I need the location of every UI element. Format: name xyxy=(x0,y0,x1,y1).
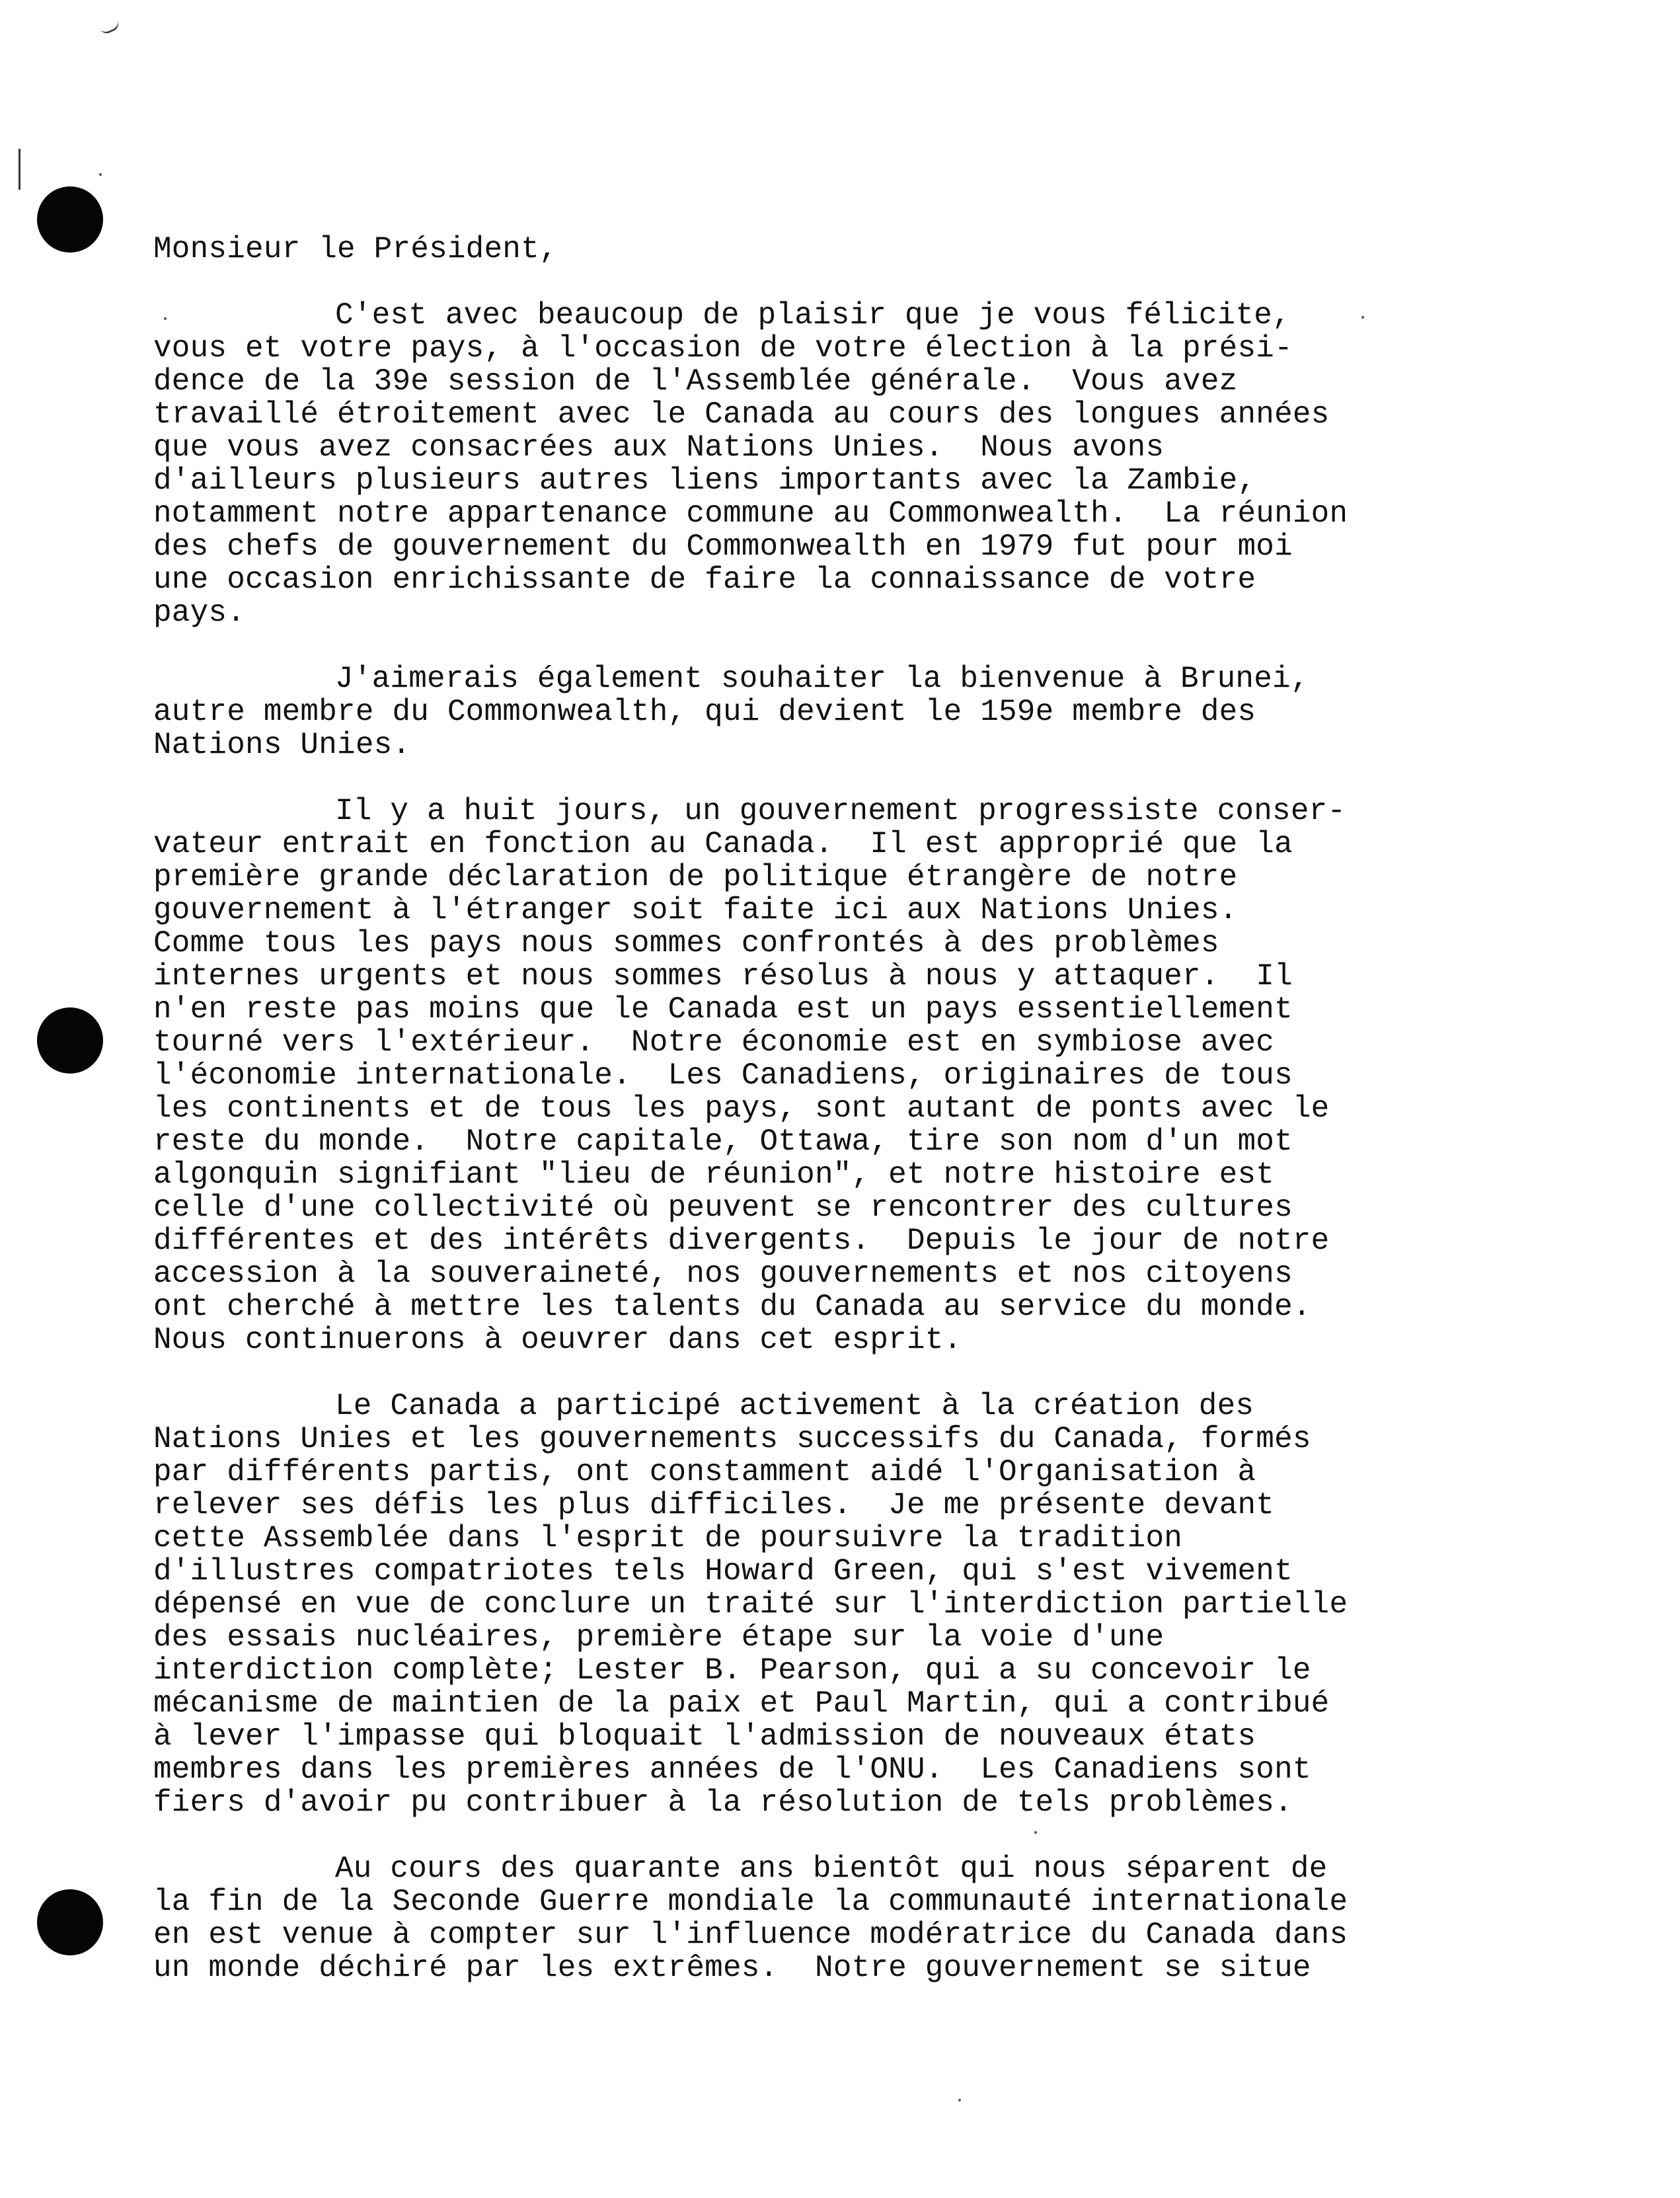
text-line: algonquin signifiant "lieu de réunion", et notre histoire est xyxy=(153,1158,1275,1192)
text-line: Nous continuerons à oeuvrer dans cet esprit. xyxy=(153,1323,962,1357)
punch-hole-top xyxy=(37,186,103,253)
paragraph-5 xyxy=(153,1852,1482,1984)
text-line: Comme tous les pays nous sommes confrontés à des problèmes xyxy=(153,926,1219,961)
text-line: Le Canada a participé activement à la création des xyxy=(335,1389,1254,1423)
text-line: dence de la 39e session de l'Assemblée générale. Vous avez xyxy=(153,364,1238,399)
text-line: fiers d'avoir pu contribuer à la résolution de tels problèmes. xyxy=(153,1786,1293,1820)
text-line: tourné vers l'extérieur. Notre économie est en symbiose avec xyxy=(153,1025,1275,1060)
text-line: gouvernement à l'étranger soit faite ici aux Nations Unies. xyxy=(153,893,1238,927)
text-line: dépensé en vue de conclure un traité sur l'interdiction partielle xyxy=(153,1587,1348,1622)
text-line: autre membre du Commonwealth, qui devient le 159e membre des xyxy=(153,695,1256,729)
text-line: l'économie internationale. Les Canadiens, originaires de tous xyxy=(153,1058,1293,1093)
scan-speck xyxy=(958,2099,961,2101)
text-line: un monde déchiré par les extrêmes. Notre gouvernement se situe xyxy=(153,1951,1311,1985)
text-line: Nations Unies. xyxy=(153,728,411,762)
text-line: d'illustres compatriotes tels Howard Green, qui s'est vivement xyxy=(153,1554,1293,1589)
text-line: Au cours des quarante ans bientôt qui nous séparent de xyxy=(335,1852,1328,1886)
pen-mark xyxy=(97,15,121,36)
text-line: cette Assemblée dans l'esprit de poursuivre la tradition xyxy=(153,1521,1183,1555)
text-line: une occasion enrichissante de faire la connaissance de votre xyxy=(153,563,1256,597)
text-line: différentes et des intérêts divergents. Depuis le jour de notre xyxy=(153,1224,1330,1258)
paragraph-2 xyxy=(153,662,1482,762)
text-line: reste du monde. Notre capitale, Ottawa, tire son nom d'un mot xyxy=(153,1124,1293,1159)
text-line: des chefs de gouvernement du Commonwealth en 1979 fut pour moi xyxy=(153,530,1293,564)
text-line: Il y a huit jours, un gouvernement progressiste conser- xyxy=(335,794,1346,828)
text-line: vous et votre pays, à l'occasion de votre élection à la prési- xyxy=(153,331,1293,366)
text-line: en est venue à compter sur l'influence modératrice du Canada dans xyxy=(153,1918,1348,1952)
text-line: pays. xyxy=(153,596,246,630)
text-line: J'aimerais également souhaiter la bienvenue à Brunei, xyxy=(335,662,1309,696)
text-line: les continents et de tous les pays, sont autant de ponts avec le xyxy=(153,1091,1330,1126)
text-line: à lever l'impasse qui bloquait l'admission de nouveaux états xyxy=(153,1719,1256,1754)
salutation: Monsieur le Président, xyxy=(153,232,558,266)
text-line: accession à la souveraineté, nos gouvernements et nos citoyens xyxy=(153,1257,1293,1291)
letter-body xyxy=(153,233,1482,2018)
margin-line-mark xyxy=(19,149,20,190)
text-line: notamment notre appartenance commune au Commonwealth. La réunion xyxy=(153,496,1348,531)
text-line: internes urgents et nous sommes résolus à nous y attaquer. Il xyxy=(153,959,1293,994)
text-line: relever ses défis les plus difficiles. Je me présente devant xyxy=(153,1488,1275,1522)
text-line: la fin de la Seconde Guerre mondiale la communauté internationale xyxy=(153,1885,1348,1919)
text-line: Nations Unies et les gouvernements successifs du Canada, formés xyxy=(153,1422,1311,1456)
paragraph-3 xyxy=(153,795,1482,1356)
text-line: celle d'une collectivité où peuvent se rencontrer des cultures xyxy=(153,1191,1293,1225)
text-line: d'ailleurs plusieurs autres liens importants avec la Zambie, xyxy=(153,463,1256,498)
text-line: n'en reste pas moins que le Canada est un pays essentiellement xyxy=(153,992,1293,1027)
scan-speck xyxy=(99,173,102,176)
text-line: des essais nucléaires, première étape sur la voie d'une xyxy=(153,1620,1165,1655)
text-line: vateur entrait en fonction au Canada. Il est approprié que la xyxy=(153,827,1293,861)
text-line: ont cherché à mettre les talents du Canada au service du monde. xyxy=(153,1290,1311,1324)
punch-hole-middle xyxy=(37,1007,103,1074)
text-line: mécanisme de maintien de la paix et Paul Martin, qui a contribué xyxy=(153,1686,1330,1721)
text-line: première grande déclaration de politique étrangère de notre xyxy=(153,860,1238,894)
text-line: membres dans les premières années de l'ONU. Les Canadiens sont xyxy=(153,1752,1311,1787)
text-line: travaillé étroitement avec le Canada au cours des longues années xyxy=(153,397,1330,432)
text-line: interdiction complète; Lester B. Pearson, qui a su concevoir le xyxy=(153,1653,1311,1688)
text-line: que vous avez consacrées aux Nations Unies. Nous avons xyxy=(153,430,1165,465)
text-line: par différents partis, ont constamment aidé l'Organisation à xyxy=(153,1455,1256,1489)
paragraph-4 xyxy=(153,1390,1482,1819)
punch-hole-bottom xyxy=(37,1889,103,1955)
text-line: C'est avec beaucoup de plaisir que je vous félicite, xyxy=(335,298,1291,333)
paragraph-1 xyxy=(153,299,1482,629)
